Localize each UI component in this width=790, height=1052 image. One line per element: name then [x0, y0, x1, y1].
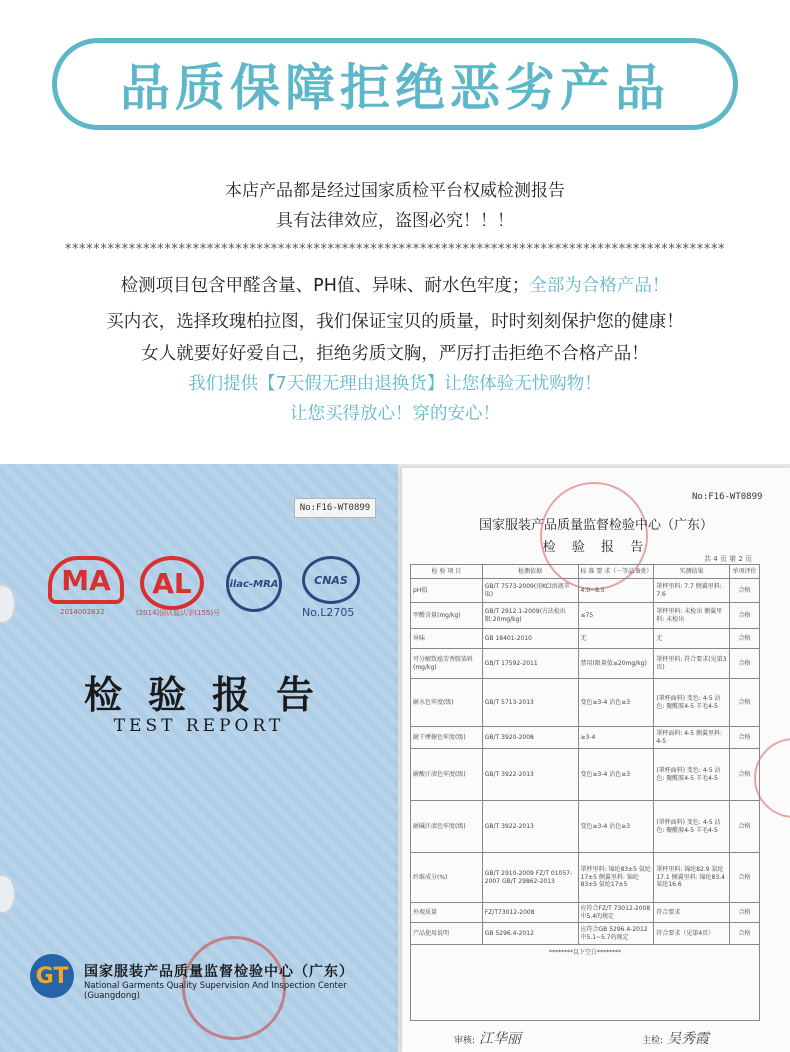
cell-result: 符合要求: [654, 903, 730, 923]
cell-requirement: 变色≥3-4 沾色≥3: [578, 801, 654, 853]
cell-verdict: 合格: [730, 679, 760, 727]
cell-method: GB 5296.4-2012: [482, 923, 578, 945]
report-number: No:F16-WT0899: [692, 492, 763, 502]
approver-sig: 吴秀霞: [667, 1031, 710, 1047]
cal-number: (2014)国认监认字(155)号: [136, 609, 221, 617]
column-header: 检测依据: [482, 565, 578, 579]
cell-item: pH值: [411, 579, 483, 603]
cell-item: 产品使用说明: [411, 923, 483, 945]
binder-hole: [0, 584, 16, 624]
cell-item: 外观质量: [411, 903, 483, 923]
cell-item: 可分解致癌芳香胺染料(mg/kg): [411, 649, 483, 679]
detail-line-3: 女人就要好好爱自己，拒绝劣质文胸，严厉打击拒绝不合格产品！: [141, 344, 649, 364]
table-row: [411, 649, 760, 679]
cell-requirement: 罩杯里料: 锦纶83±5 氨纶17±5 侧翼里料: 锦纶83±5 氨纶17±5: [578, 853, 654, 903]
cell-method: FZ/T73012-2008: [482, 903, 578, 923]
cell-result: (罩杯面料) 变色: 4-5 沾色: 聚酰胺4-5 羊毛4-5: [654, 679, 730, 727]
cell-requirement: 无: [578, 629, 654, 649]
cell-verdict: 合格: [730, 853, 760, 903]
table-row: [411, 727, 760, 749]
cell-verdict: 合格: [730, 749, 760, 801]
cell-result: 罩杯里料: 未检出 侧翼里料: 未检出: [654, 603, 730, 629]
cover-report-number: No:F16-WT0899: [294, 498, 376, 518]
cell-method: GB/T 2912.1-2009(方法检出限:20mg/kg): [482, 603, 578, 629]
approver-signature: [642, 1028, 709, 1048]
cell-item: 纤维成分(%): [411, 853, 483, 903]
intro-line-1: 本店产品都是经过国家质检平台权威检测报告: [225, 181, 565, 201]
cell-method: GB 18401-2010: [482, 629, 578, 649]
cell-verdict: 合格: [730, 629, 760, 649]
cnas-number: No.L2705: [302, 606, 355, 619]
table-row: [411, 853, 760, 903]
cell-item: 甲醛含量(mg/kg): [411, 603, 483, 629]
cell-item: 耐酸汗渍色牢度(级): [411, 749, 483, 801]
detail-line-1-accent: 全部为合格产品！: [529, 276, 670, 296]
table-row: [411, 923, 760, 945]
cell-requirement: ≥3-4: [578, 727, 654, 749]
table-row: [411, 945, 760, 1021]
detail-line-1-main: 检测项目包含甲醛含量、PH值、异味、耐水色牢度；: [120, 276, 530, 296]
cell-requirement: 4.0~8.5: [578, 579, 654, 603]
cell-verdict: 合格: [730, 923, 760, 945]
detail-line-2: 买内衣，选择玫瑰柏拉图，我们保证宝贝的质量，时时刻刻保护您的健康！: [106, 312, 684, 332]
column-header: 实测结果: [654, 565, 730, 579]
report-organization: 国家服装产品质量监督检验中心（广东）: [478, 518, 713, 533]
cell-item: 异味: [411, 629, 483, 649]
gt-logo-icon: GT: [30, 954, 74, 998]
cnas-logo: CNAS: [302, 556, 360, 604]
cell-method: GB/T 3922-2013: [482, 749, 578, 801]
cell-requirement: 变色≥3-4 沾色≥3: [578, 679, 654, 727]
cell-method: GB/T 5713-2013: [482, 679, 578, 727]
cell-item: 耐碱汗渍色牢度(级): [411, 801, 483, 853]
cell-verdict: 合格: [730, 903, 760, 923]
report-photo: [0, 464, 790, 1052]
banner-title: 品质保障拒绝恶劣产品: [120, 59, 670, 117]
report-cover: [0, 464, 398, 1052]
cell-verdict: 合格: [730, 579, 760, 603]
column-header: 检 验 项 目: [411, 565, 483, 579]
cell-requirement: 禁用(限量值≤20mg/kg): [578, 649, 654, 679]
center-name-cn: 国家服装产品质量监督检验中心（广东）: [84, 964, 354, 980]
cell-method: GB/T 3920-2008: [482, 727, 578, 749]
cell-requirement: 应符合GB 5296.4-2012中5.1~5.7的规定: [578, 923, 654, 945]
cell-verdict: 合格: [730, 603, 760, 629]
detail-line-5: 让您买得放心！穿的安心！: [290, 404, 500, 424]
cell-method: GB/T 17592-2011: [482, 649, 578, 679]
report-title: 检 验 报 告: [542, 540, 650, 555]
cell-requirement: 变色≥3-4 沾色≥3: [578, 749, 654, 801]
table-row: [411, 579, 760, 603]
table-header-row: [411, 565, 760, 579]
cell-result: (罩杯面料) 变色: 4-5 沾色: 聚酰胺4-5 羊毛4-5: [654, 801, 730, 853]
cma-number: 2014002832: [60, 608, 105, 616]
cell-result: 罩杯里料: 7.7 侧翼里料: 7.6: [654, 579, 730, 603]
cal-logo: AL: [140, 556, 204, 610]
detail-line-1: [0, 272, 790, 297]
cell-verdict: 合格: [730, 649, 760, 679]
column-header: 标 准 要 求（一等品 B类）: [578, 565, 654, 579]
cell-method: GB/T 7573-2009(用KCl溶液萃取): [482, 579, 578, 603]
cell-result: 符合要求（见第4页）: [654, 923, 730, 945]
report-page: [402, 468, 790, 1052]
cell-result: (罩杯面料) 变色: 4-5 沾色: 聚酰胺4-5 羊毛4-5: [654, 749, 730, 801]
column-header: 单项评价: [730, 565, 760, 579]
cell-item: 耐水色牢度(级): [411, 679, 483, 727]
ilac-mra-logo: ilac-MRA: [226, 556, 282, 612]
cell-method: GB/T 2910-2009 FZ/T 01057-2007 GB/T 29862-2013: [482, 853, 578, 903]
approver-label: 主检:: [642, 1036, 664, 1046]
cell-requirement: 应符合FZ/T 73012-2008中5.4的规定: [578, 903, 654, 923]
reviewer-sig: 江华丽: [479, 1031, 522, 1047]
detail-line-4: 我们提供【7天假无理由退换货】让您体验无忧购物！: [188, 374, 602, 394]
reviewer-signature: [454, 1028, 521, 1048]
inspection-table: [410, 564, 760, 1021]
cover-title: 检验报告: [83, 672, 340, 717]
cover-subtitle: TEST REPORT: [113, 716, 285, 736]
cma-logo: MA: [48, 556, 124, 604]
cell-item: 耐干摩擦色牢度(级): [411, 727, 483, 749]
title-banner: [52, 38, 738, 130]
star-divider: *********************************************************************************************: [64, 242, 726, 257]
table-row: [411, 801, 760, 853]
cell-result: 罩杯里料: 符合要求(见第3页): [654, 649, 730, 679]
end-of-table-marker: ********以下空白********: [411, 945, 760, 1021]
table-row: [411, 603, 760, 629]
cell-verdict: 合格: [730, 727, 760, 749]
intro-line-2: 具有法律效应，盗图必究！！！: [276, 211, 514, 231]
cell-method: GB/T 3922-2013: [482, 801, 578, 853]
table-row: [411, 903, 760, 923]
cell-verdict: 合格: [730, 801, 760, 853]
cell-requirement: ≤75: [578, 603, 654, 629]
reviewer-label: 审核:: [454, 1036, 476, 1046]
table-row: [411, 629, 760, 649]
cell-result: 罩杯里料: 锦纶82.9 氨纶17.1 侧翼里料: 锦纶83.4 氨纶16.6: [654, 853, 730, 903]
center-name-en: National Garments Quality Supervision And Inspection Center (Guangdong): [84, 981, 347, 1001]
binder-hole: [0, 874, 16, 914]
cell-result: 无: [654, 629, 730, 649]
cell-result: 罩杯面料: 4-5 侧翼里料: 4-5: [654, 727, 730, 749]
table-row: [411, 679, 760, 727]
report-page-count: 共 4 页 第 2 页: [704, 555, 753, 563]
table-row: [411, 749, 760, 801]
